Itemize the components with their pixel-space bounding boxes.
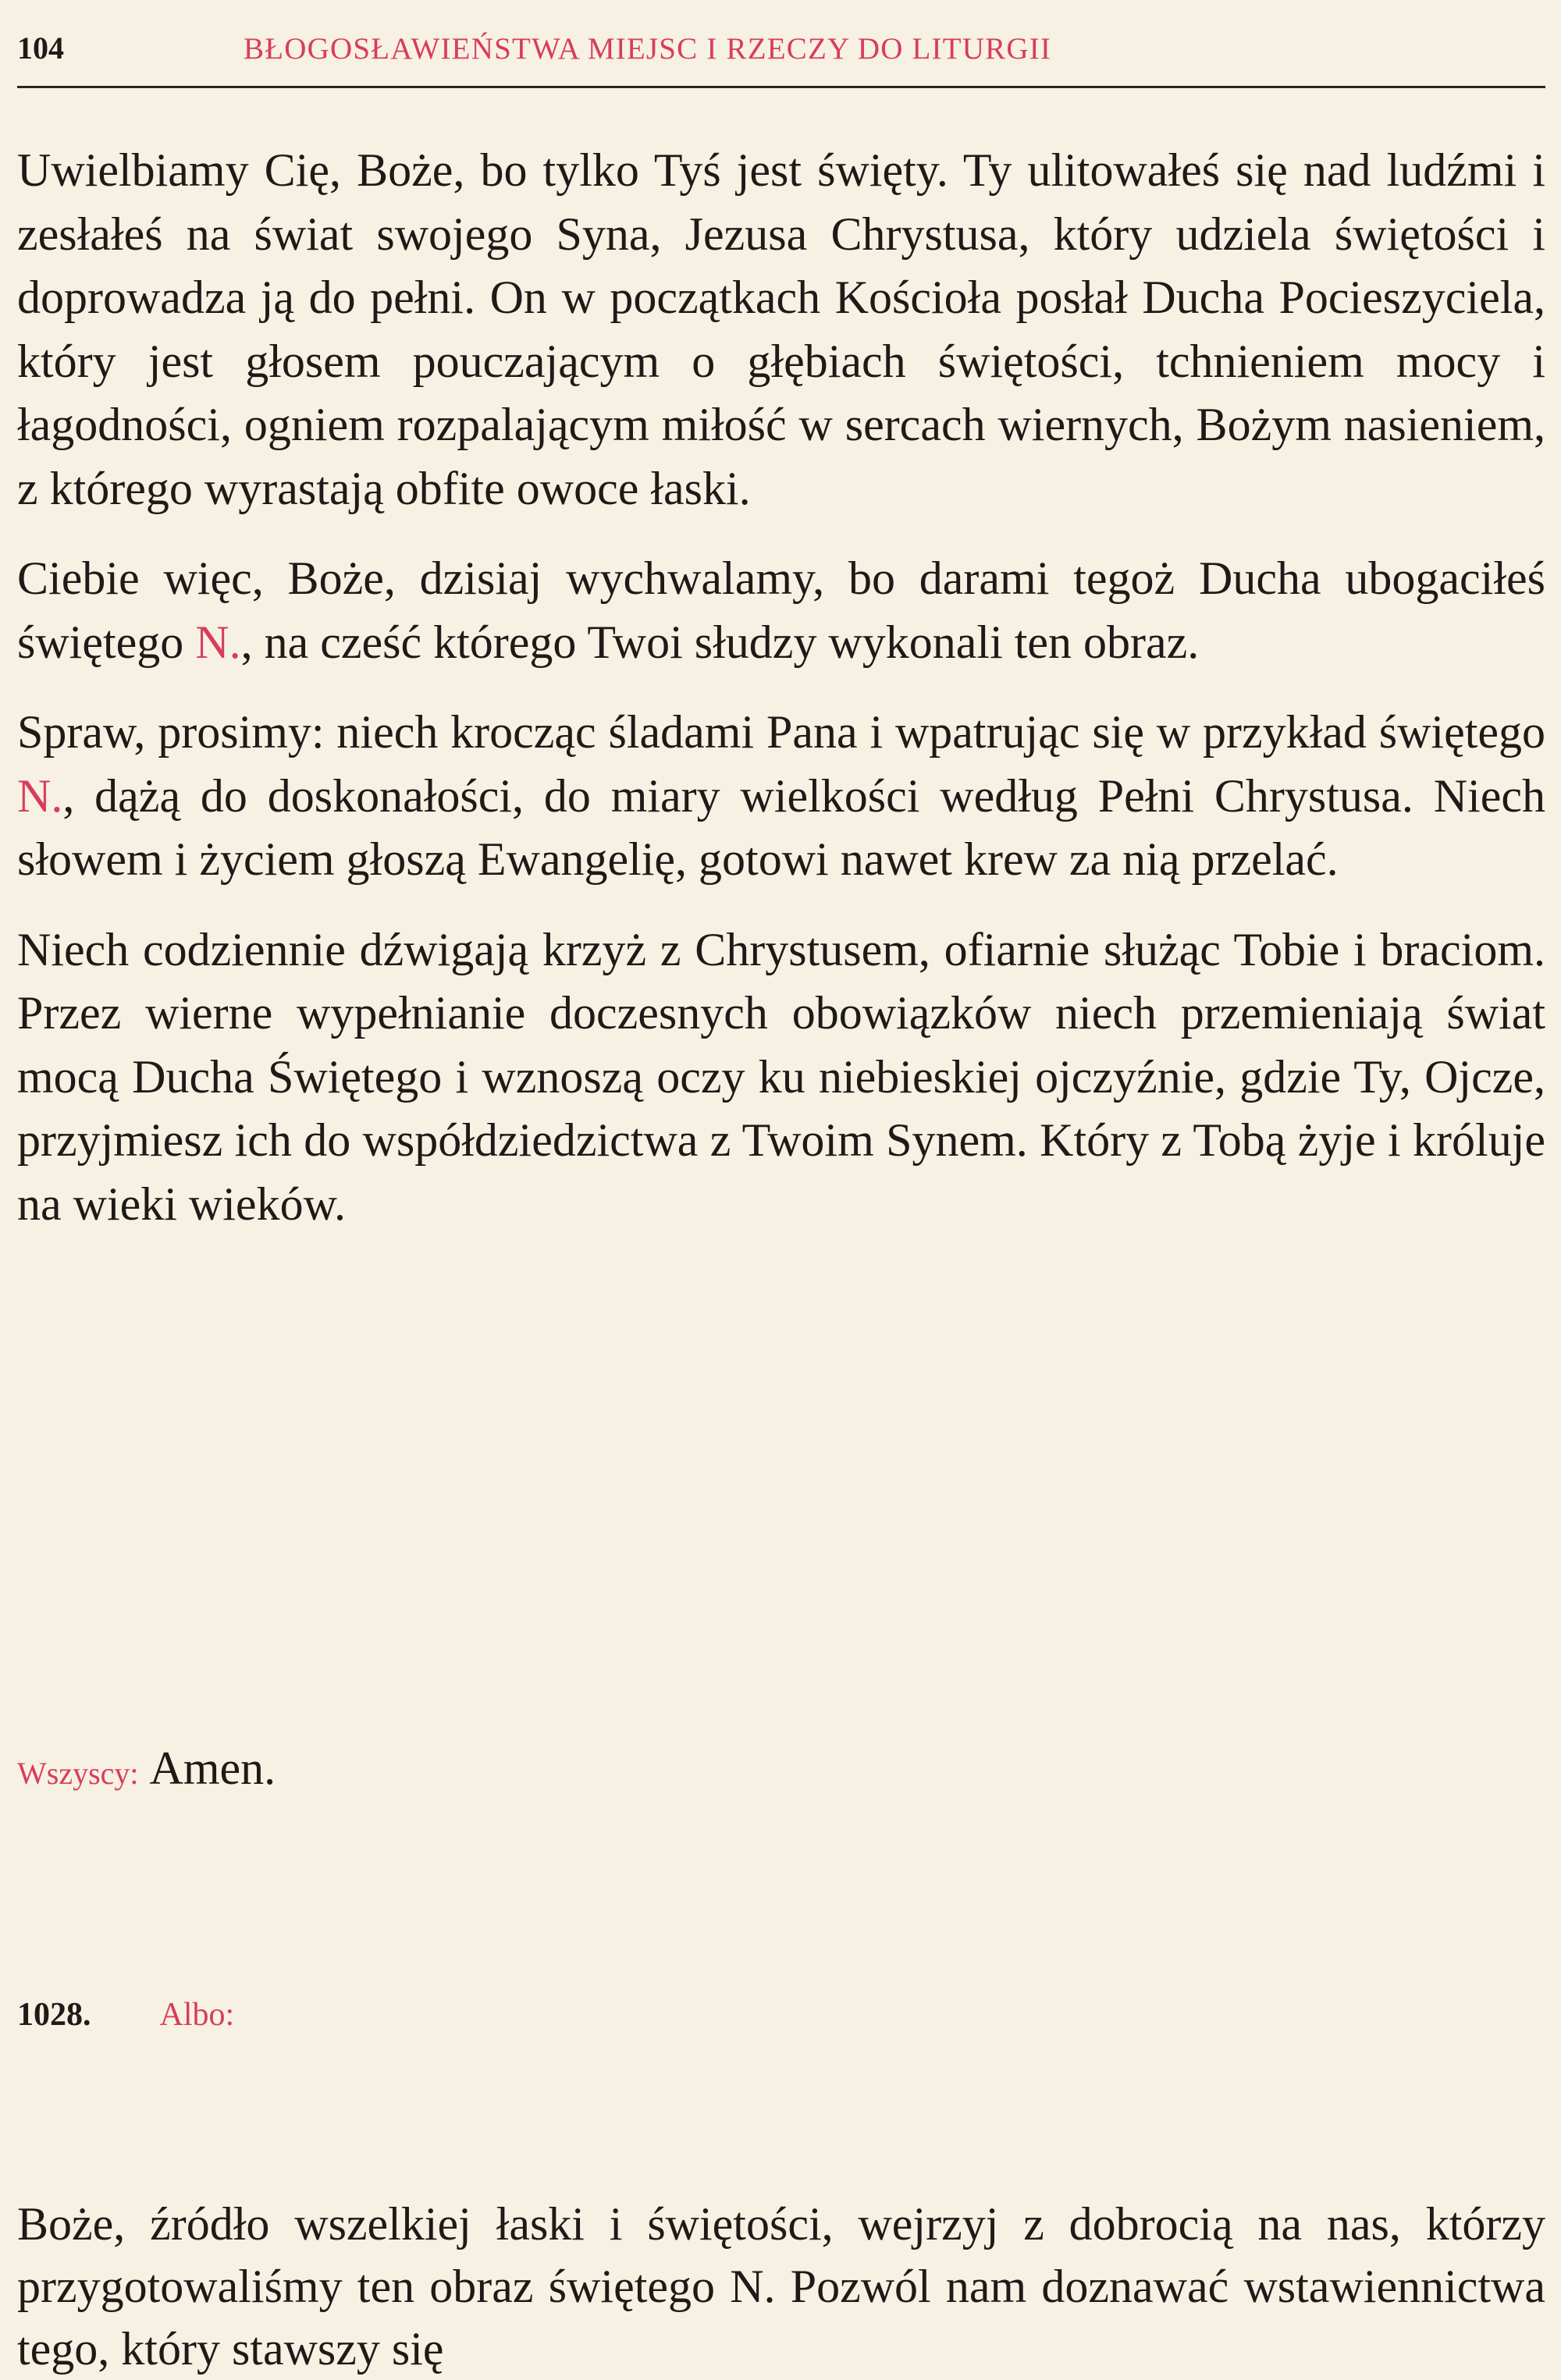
- paragraph-2: [17, 547, 1545, 674]
- alternative-prayer-paragraph: Boże, źródło wszelkiej łaski i świętości, wejrzyj z dobrocią na nas, którzy przygotowaliśmy ten obraz świętego N. Pozwól nam doznawać wstawiennictwa tego, który stawszy się: [17, 2198, 1545, 2375]
- response-text: Amen.: [149, 1742, 276, 1794]
- response-line: [17, 1742, 276, 1796]
- paragraph-3: [17, 701, 1545, 892]
- section-label: Albo:: [159, 1997, 235, 2033]
- paragraph-2-text-start: Ciebie więc, Boże, dzisiaj wychwalamy, bo darami tegoż Ducha ubogaciłeś świętego: [17, 552, 1545, 668]
- response-speaker: Wszyscy:: [17, 1756, 139, 1791]
- book-page: [17, 0, 1545, 2374]
- header-divider: [17, 86, 1545, 88]
- paragraph-2-text-end: , na cześć którego Twoi słudzy wykonali ten obraz.: [240, 616, 1200, 668]
- paragraph-3-text-start: Spraw, prosimy: niech krocząc śladami Pana i wpatrując się w przykład świętego: [17, 706, 1545, 758]
- name-placeholder-marker: N.: [17, 769, 63, 822]
- page-number: 104: [17, 30, 64, 66]
- running-head: [17, 23, 1545, 70]
- section-heading: [17, 1996, 234, 2034]
- running-title: BŁOGOSŁAWIEŃSTWA MIEJSC I RZECZY DO LITURGII: [244, 32, 1052, 66]
- paragraph-4: Niech codziennie dźwigają krzyż z Chrystusem, ofiarnie służąc Tobie i braciom. Przez wierne wypełnianie doczesnych obowiązków niech przemieniają świat mocą Ducha Świętego i wznoszą oczy ku niebieskiej ojczyźnie, gdzie Ty, Ojcze, przyjmiesz ich do współdziedzictwa z Twoim Synem. Który z Tobą żyje i króluje na wieki wieków.: [17, 923, 1545, 1230]
- section-number: 1028.: [17, 1997, 91, 2033]
- paragraph-1: Uwielbiamy Cię, Boże, bo tylko Tyś jest święty. Ty ulitowałeś się nad ludźmi i zesłałeś na świat swojego Syna, Jezusa Chrystusa, który udziela świętości i doprowadza ją do pełni. On w początkach Kościoła posłał Ducha Pocieszyciela, który jest głosem pouczającym o głębiach świętości, tchnieniem mocy i łagodności, ogniem rozpalającym miłość w sercach wiernych, Bożym nasieniem, z którego wyrastają obfite owoce łaski.: [17, 144, 1545, 514]
- prayer-body: [17, 139, 1545, 1263]
- paragraph-3-text-end: , dążą do doskonałości, do miary wielkości według Pełni Chrystusa. Niech słowem i życiem głoszą Ewangelię, gotowi nawet krew za nią przelać.: [17, 769, 1545, 885]
- name-placeholder-marker: N.: [195, 616, 241, 668]
